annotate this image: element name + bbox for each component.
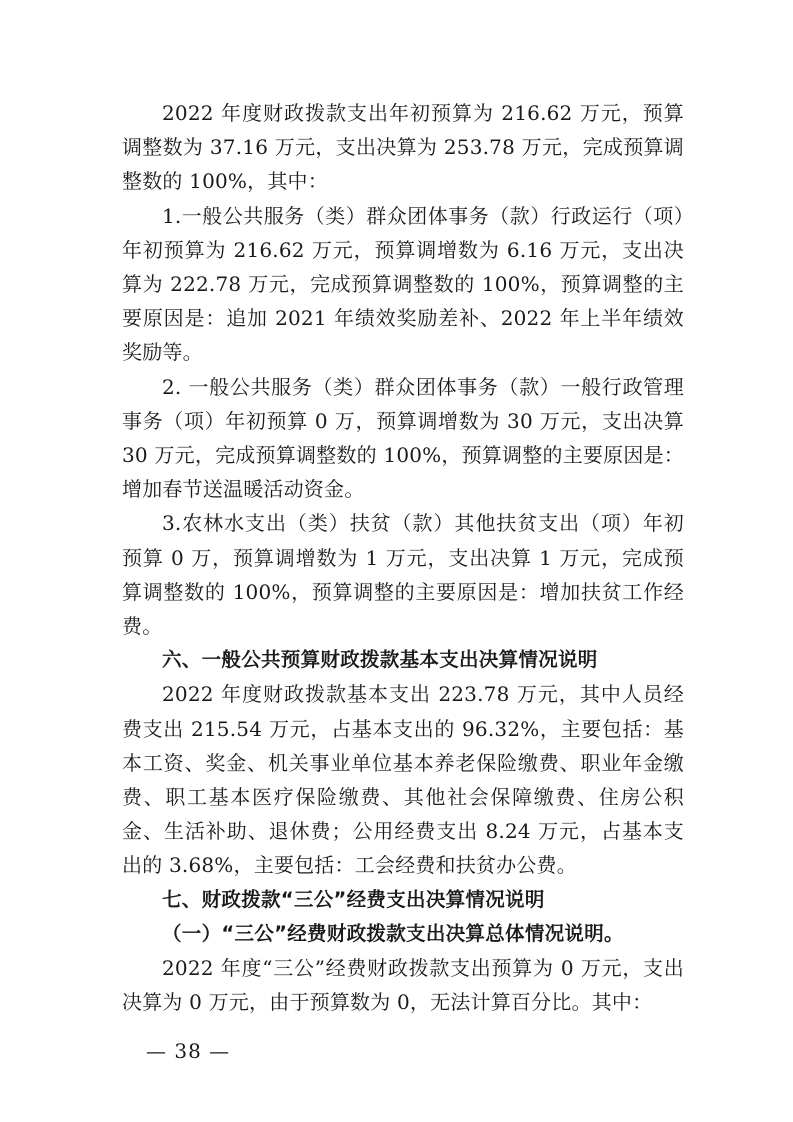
subsection-heading-1: （一）“三公”经费财政拨款支出决算总体情况说明。 <box>162 921 624 945</box>
paragraph-basic-expenditure: 2022 年度财政拨款基本支出 223.78 万元，其中人员经费支出 215.54 万元，占基本支出的 96.32%，主要包括：基本工资、奖金、机关事业单位基本养老保险缴费、职业年金缴费、职工基本医疗保险缴费、其他社会保障缴费、住房公积金、生活补助、退休费；公用经费支出 8.24 万元，占基本支出的 3.68%，主要包括：工会经费和扶贫办公费。 <box>122 682 684 878</box>
paragraph-item-1: 1.一般公共服务（类）群众团体事务（款）行政运行（项）年初预算为 216.62 万元，预算调增数为 6.16 万元，支出决算为 222.78 万元，完成预算调整数的 100%，预算调整的主要原因是：追加 2021 年绩效奖励差补、2022 年上半年绩效奖励等。 <box>122 203 684 365</box>
section-heading-6: 六、一般公共预算财政拨款基本支出决算情况说明 <box>162 648 598 672</box>
paragraph-three-public-summary: 2022 年度“三公”经费财政拨款支出预算为 0 万元，支出决算为 0 万元，由于预算数为 0，无法计算百分比。其中： <box>122 956 684 1015</box>
paragraph-item-2: 2. 一般公共服务（类）群众团体事务（款）一般行政管理事务（项）年初预算 0 万，预算调增数为 30 万元，支出决算 30 万元，完成预算调整数的 100%，预算调整的主要原因是：增加春节送温暖活动资金。 <box>122 374 684 502</box>
paragraph-budget-summary: 2022 年度财政拨款支出年初预算为 216.62 万元，预算调整数为 37.16 万元，支出决算为 253.78 万元，完成预算调整数的 100%，其中： <box>122 101 684 194</box>
paragraph-item-3: 3.农林水支出（类）扶贫（款）其他扶贫支出（项）年初预算 0 万，预算调增数为 1 万元，支出决算 1 万元，完成预算调整数的 100%，预算调整的主要原因是：增加扶贫工作经费。 <box>122 511 684 639</box>
page-number: — 38 — <box>146 1039 231 1063</box>
document-body <box>122 96 684 1019</box>
section-heading-7: 七、财政拨款“三公”经费支出决算情况说明 <box>162 887 545 911</box>
